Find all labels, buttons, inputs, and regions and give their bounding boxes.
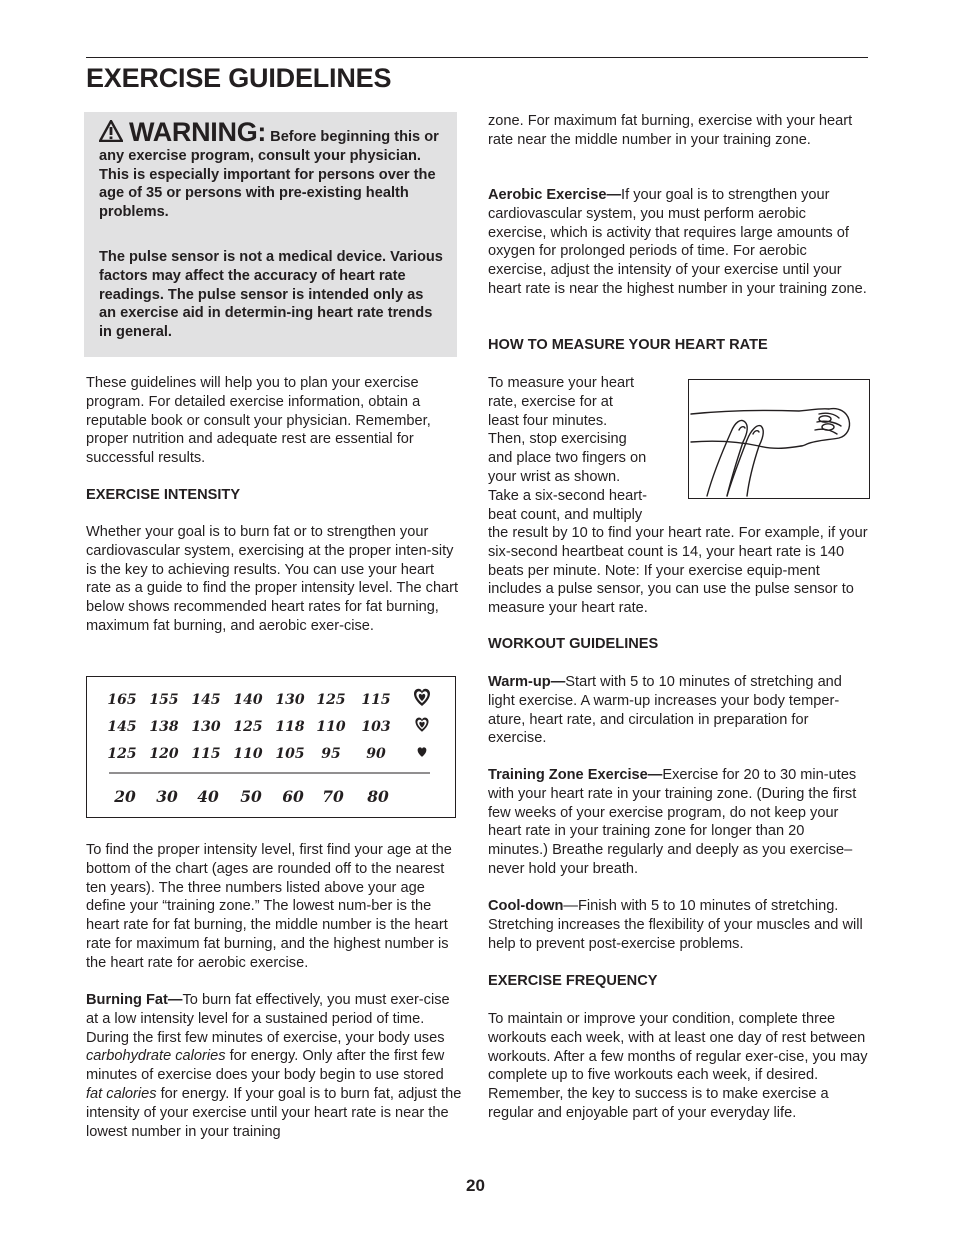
age-label: 60	[282, 787, 304, 806]
warm-up-paragraph	[488, 673, 868, 748]
measure-line: Take a six-second heart-	[488, 487, 647, 504]
pulse-sensor-warning: The pulse sensor is not a medical device. Various factors may affect the accuracy of heart rate readings. The pulse sensor is intended only as an exercise aid in determin-ing heart rate trends in general.	[99, 249, 443, 341]
heart-rate-value: 95	[321, 746, 341, 762]
find-intensity-paragraph: To find the proper intensity level, first find your age at the bottom of the chart (ages are rounded off to the nearest ten years). The three numbers listed above your age define your “training zone.” The lowest num-ber is the heart rate for fat burning, the middle number is the heart rate for maximum fat burning, and the highest number is the heart rate for aerobic exercise.	[86, 842, 452, 971]
medium-heart-icon	[415, 718, 428, 732]
heart-rate-value: 138	[149, 719, 179, 735]
cool-down-text: —Finish with 5 to 10 minutes of stretching. Stretching increases the flexibility of your muscles and will help to prevent post-exercise problems.	[488, 898, 863, 952]
heart-rate-value: 105	[275, 746, 305, 762]
burning-fat-label: Burning Fat—	[86, 992, 183, 1008]
heart-rate-value: 145	[191, 692, 221, 708]
heart-rate-chart-svg	[87, 677, 455, 817]
warning-word: WARNING:	[129, 117, 267, 147]
cool-down-paragraph	[488, 897, 868, 953]
exercise-frequency-heading: EXERCISE FREQUENCY	[488, 973, 658, 989]
measure-heart-rate-lines	[488, 374, 688, 524]
measure-line: and place two fingers on	[488, 450, 647, 467]
page-number: 20	[466, 1176, 485, 1195]
heart-rate-value: 140	[233, 692, 263, 708]
measure-heart-rate-heading: HOW TO MEASURE YOUR HEART RATE	[488, 337, 768, 353]
workout-guidelines-heading: WORKOUT GUIDELINES	[488, 636, 659, 652]
heart-rate-chart	[86, 676, 456, 818]
heart-rate-value: 125	[316, 692, 346, 708]
warning-triangle-icon	[99, 120, 123, 142]
exercise-intensity-heading: EXERCISE INTENSITY	[86, 487, 241, 503]
warm-up-label: Warm-up—	[488, 674, 566, 690]
heart-rate-value: 165	[107, 692, 137, 708]
heart-rate-value: 103	[361, 719, 391, 735]
heart-rate-value: 125	[107, 746, 137, 762]
aerobic-exercise-label: Aerobic Exercise—	[488, 187, 622, 203]
burning-fat-text-3: for energy. If your goal is to burn fat, adjust the intensity of your exercise until your heart rate is near the lowest number in your training	[86, 1085, 462, 1140]
age-label: 40	[197, 787, 219, 806]
page-title: EXERCISE GUIDELINES	[86, 63, 392, 93]
measure-line: To measure your heart	[488, 375, 635, 391]
heart-rate-value: 145	[107, 719, 137, 735]
wrist-pulse-illustration	[688, 379, 870, 499]
small-heart-icon	[418, 747, 427, 756]
heart-rate-value: 115	[361, 692, 391, 708]
measure-line: beat count, and multiply	[488, 506, 643, 523]
age-label: 80	[367, 787, 389, 806]
measure-line: Then, stop exercising	[488, 431, 627, 448]
exercise-intensity-paragraph: Whether your goal is to burn fat or to strengthen your cardiovascular system, exercising at the proper inten-sity is the key to achieving results. You can use your heart rate as a guide to find the proper intensity level. The chart below shows recommended heart rates for fat burning, maximum fat burning, and aerobic exer-cise.	[86, 524, 459, 634]
exercise-frequency-paragraph: To maintain or improve your condition, complete three workouts each week, with at least one day of rest between workouts. After a few months of regular exer-cise, you may complete up to five workouts each week, if desired. Remember, the key to success is to make exercise a regular and enjoyable part of your everyday life.	[488, 1011, 868, 1121]
heart-rate-value: 90	[366, 746, 386, 762]
aerobic-exercise-text: If your goal is to strengthen your cardiovascular system, you must perform aerobic exercise, which is activity that requires large amounts of oxygen for prolonged periods of time. For aerobic exercise, adjust the intensity of your exercise until your heart rate is near the highest number in your training zone.	[488, 187, 867, 297]
heart-rate-value: 110	[316, 719, 346, 735]
measure-line: rate, exercise for at	[488, 393, 613, 410]
age-label: 50	[240, 787, 262, 806]
heart-rate-value: 118	[275, 719, 305, 735]
measure-line: your wrist as shown.	[488, 468, 621, 485]
training-zone-paragraph	[488, 766, 868, 879]
training-zone-text: Exercise for 20 to 30 min-utes with your heart rate in your training zone. (During the first few weeks of your exercise program, do not keep your heart rate in your training zone for longer than 20 minutes.) Breathe regularly and deeply as you exercise–never hold your breath.	[488, 767, 857, 877]
large-heart-icon	[414, 689, 430, 706]
warning-text-lead: Before beginning	[270, 129, 391, 145]
heart-rate-value: 120	[149, 746, 179, 762]
age-label: 20	[114, 787, 136, 806]
aerobic-exercise-paragraph	[488, 186, 868, 299]
fat-calories-term: fat calories	[86, 1085, 157, 1102]
burning-fat-text-1: To burn fat effectively, you must exer-cise at a low intensity level for a sustained period of time. During the first few minutes of exercise, your body uses	[86, 992, 450, 1046]
fingers-on-wrist-icon	[689, 380, 869, 498]
warning-text-rest: this or any exercise program, consult your physician. This is especially important for persons over the age of 35 or persons with pre-existing health problems.	[99, 129, 439, 221]
heart-rate-value: 130	[275, 692, 305, 708]
warm-up-text: Start with 5 to 10 minutes of stretching and light exercise. A warm-up increases your body temper-ature, heart rate, and circulation in preparation for exercise.	[488, 674, 842, 747]
heart-rate-value: 130	[191, 719, 221, 735]
measure-heart-rate-paragraph: the result by 10 to find your heart rate. For example, if your six-second heartbeat count is 14, your heart rate is 140 beats per minute. Note: If your exercise equip-ment includes a pulse sensor, you can use the pulse sensor to measure your heart rate.	[488, 525, 868, 617]
burning-fat-continued: zone. For maximum fat burning, exercise with your heart rate near the middle number in your training zone.	[488, 113, 853, 148]
burning-fat-text-2: for energy. Only after the first few minutes of exercise does your body begin to use stored	[86, 1048, 445, 1084]
age-label: 70	[322, 787, 344, 806]
cool-down-label: Cool-down	[488, 898, 564, 914]
warning-heading	[99, 117, 439, 222]
carbohydrate-calories-term: carbohydrate calories	[86, 1048, 226, 1065]
burning-fat-paragraph	[86, 991, 464, 1141]
intro-paragraph: These guidelines will help you to plan your exercise program. For detailed exercise information, obtain a reputable book or consult your physician. Remember, proper nutrition and adequate rest are essential for successful results.	[86, 375, 431, 467]
top-rule	[86, 57, 868, 58]
heart-rate-value: 155	[149, 692, 179, 708]
heart-rate-value: 115	[191, 746, 221, 762]
age-label: 30	[156, 787, 178, 806]
heart-rate-value: 125	[233, 719, 263, 735]
training-zone-label: Training Zone Exercise—	[488, 767, 663, 783]
heart-rate-value: 110	[233, 746, 263, 762]
warning-box	[84, 112, 457, 357]
measure-line: least four minutes.	[488, 412, 608, 429]
